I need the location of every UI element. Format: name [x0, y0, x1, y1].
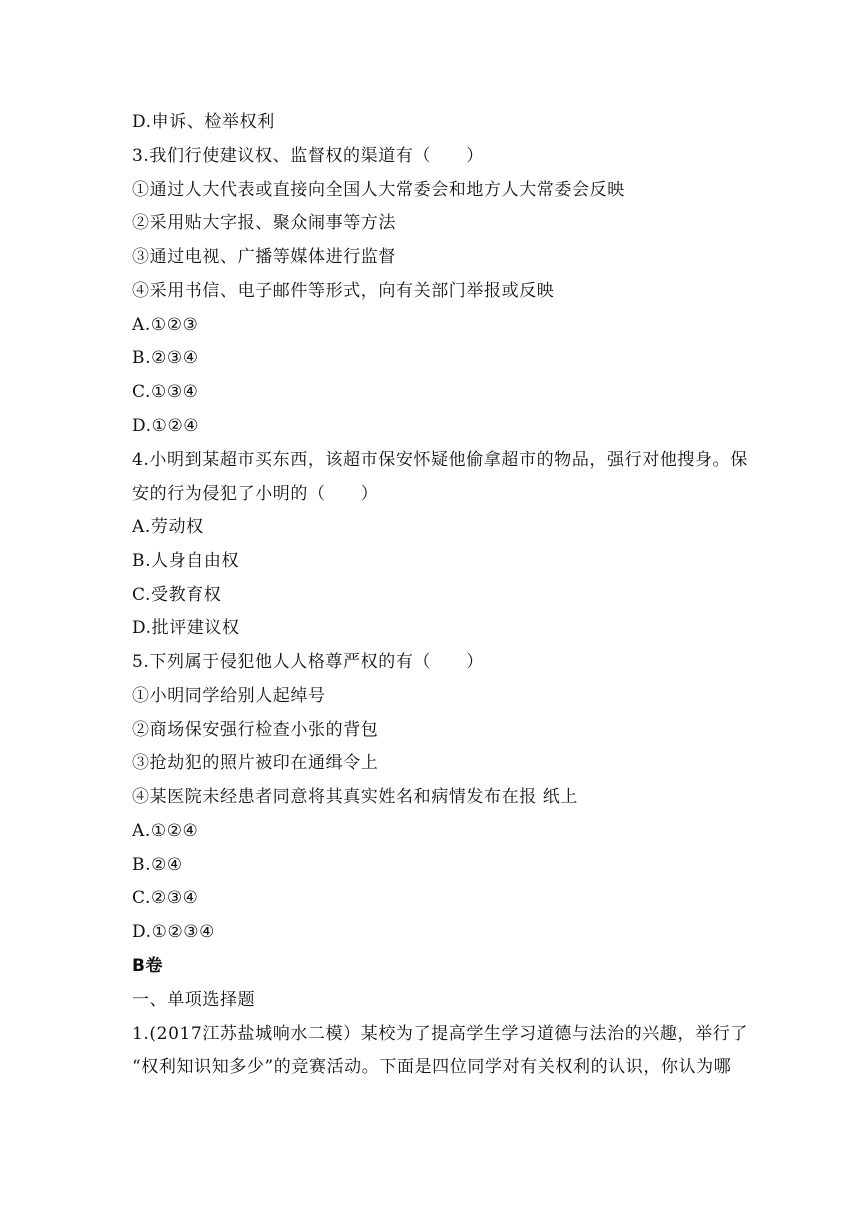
b-question-1-line-2: “权利知识知多少”的竞赛活动。下面是四位同学对有关权利的认识，你认为哪 — [132, 1057, 732, 1077]
q4-option-b: B.人身自由权 — [132, 551, 240, 571]
q5-statement-4: ④某医院未经患者同意将其真实姓名和病情发布在报 纸上 — [132, 787, 579, 807]
q4-option-a: A.劳动权 — [132, 517, 204, 537]
q4-option-c: C.受教育权 — [132, 585, 222, 605]
b-question-1-line-1: 1.(2017江苏盐城响水二模）某校为了提高学生学习道德与法治的兴趣，举行了 — [132, 1024, 748, 1044]
q3-option-d: D.①②④ — [132, 416, 200, 436]
option-d-q2: D.申诉、检举权利 — [132, 112, 275, 132]
q3-statement-4: ④采用书信、电子邮件等形式，向有关部门举报或反映 — [132, 281, 555, 301]
q5-option-d: D.①②③④ — [132, 922, 215, 942]
q3-option-b: B.②③④ — [132, 348, 199, 368]
question-5: 5.下列属于侵犯他人人格尊严权的有（ ） — [132, 652, 484, 672]
q5-option-a: A.①②④ — [132, 821, 199, 841]
q3-statement-3: ③通过电视、广播等媒体进行监督 — [132, 247, 396, 267]
q5-option-b: B.②④ — [132, 855, 183, 875]
q5-option-c: C.②③④ — [132, 888, 199, 908]
q4-option-d: D.批评建议权 — [132, 618, 240, 638]
q5-statement-1: ①小明同学给别人起绰号 — [132, 686, 326, 706]
q3-option-c: C.①③④ — [132, 382, 199, 402]
q5-statement-3: ③抢劫犯的照片被印在通缉令上 — [132, 753, 379, 773]
question-3: 3.我们行使建议权、监督权的渠道有（ ） — [132, 146, 484, 166]
q3-statement-1: ①通过人大代表或直接向全国人大常委会和地方人大常委会反映 — [132, 180, 625, 200]
section-heading-b: B卷 — [132, 956, 164, 976]
question-4-line-2: 安的行为侵犯了小明的（ ） — [132, 484, 379, 504]
q5-statement-2: ②商场保安强行检查小张的背包 — [132, 720, 379, 740]
q3-statement-2: ②采用贴大字报、聚众闹事等方法 — [132, 213, 396, 233]
subsection-heading: 一、单项选择题 — [132, 990, 256, 1010]
q3-option-a: A.①②③ — [132, 315, 199, 335]
question-4-line-1: 4.小明到某超市买东西，该超市保安怀疑他偷拿超市的物品，强行对他搜身。保 — [132, 450, 748, 470]
